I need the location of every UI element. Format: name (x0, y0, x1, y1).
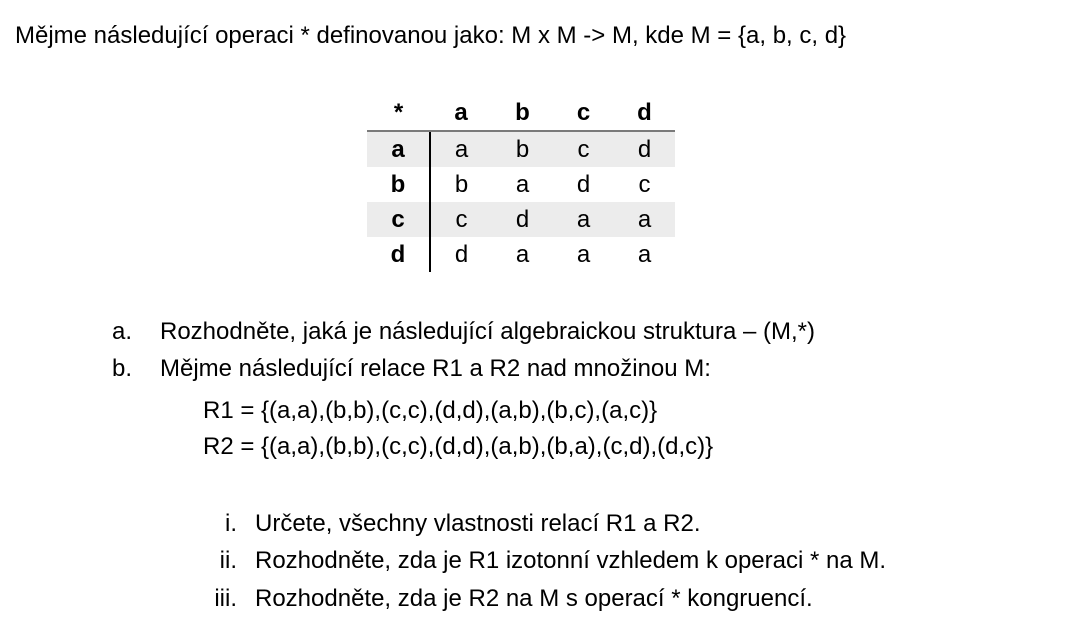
table-cell: c (430, 202, 492, 237)
table-cell: b (492, 131, 553, 167)
task-marker: a. (111, 318, 132, 345)
table-cell: d (614, 131, 675, 167)
row-header: a (367, 131, 430, 167)
subtask-text: Určete, všechny vlastnosti relací R1 a R2. (255, 510, 701, 537)
column-header: d (614, 95, 675, 131)
table-cell: a (614, 202, 675, 237)
column-header: c (553, 95, 614, 131)
subtask-marker: ii. (219, 547, 237, 574)
subtask-text: Rozhodněte, zda je R2 na M s operací * kongruencí. (255, 585, 813, 612)
table-cell: c (638, 170, 651, 198)
relation-r1: R1 = {(a,a),(b,b),(c,c),(d,d),(a,b),(b,c),(a,c)} (203, 397, 658, 424)
column-header: a (430, 95, 492, 131)
table-cell: a (430, 131, 492, 167)
table-cell: d (454, 240, 469, 268)
row-header: b (367, 167, 430, 202)
table-row (367, 202, 675, 237)
table-row (367, 167, 675, 202)
table-cell: a (576, 240, 591, 268)
table-cell: a (515, 240, 530, 268)
table-cell: d (492, 202, 553, 237)
table-cell: a (553, 202, 614, 237)
relation-r2: R2 = {(a,a),(b,b),(c,c),(d,d),(a,b),(b,a),(c,d),(d,c)} (203, 433, 714, 460)
table-header-row (367, 95, 675, 131)
subtask-i (225, 510, 701, 538)
subtask-text: Rozhodněte, zda je R1 izotonní vzhledem k operaci * na M. (255, 547, 887, 574)
column-header: b (492, 95, 553, 131)
operation-table (367, 95, 675, 272)
table-cell: a (515, 170, 530, 198)
task-a (111, 318, 816, 346)
subtask-marker: iii. (214, 585, 237, 612)
table-cell: a (637, 240, 652, 268)
task-text: Rozhodněte, jaká je následující algebraickou struktura – (M,*) (160, 318, 816, 345)
task-text: Mějme následující relace R1 a R2 nad množinou M: (160, 355, 711, 382)
table-cell: b (454, 170, 469, 198)
subtask-marker: i. (225, 510, 237, 537)
table-cell: c (553, 131, 614, 167)
subtask-ii (219, 547, 887, 575)
table-cell: d (576, 170, 591, 198)
row-header: c (367, 202, 430, 237)
table-row (367, 131, 675, 167)
row-header: d (367, 237, 430, 272)
intro-text: Mějme následující operaci * definovanou jako: M x M -> M, kde M = {a, b, c, d} (15, 22, 847, 49)
task-b (111, 355, 711, 383)
subtask-iii (214, 585, 813, 613)
table-corner-symbol: * (367, 95, 430, 131)
task-marker: b. (111, 355, 132, 382)
table-row (367, 237, 675, 272)
